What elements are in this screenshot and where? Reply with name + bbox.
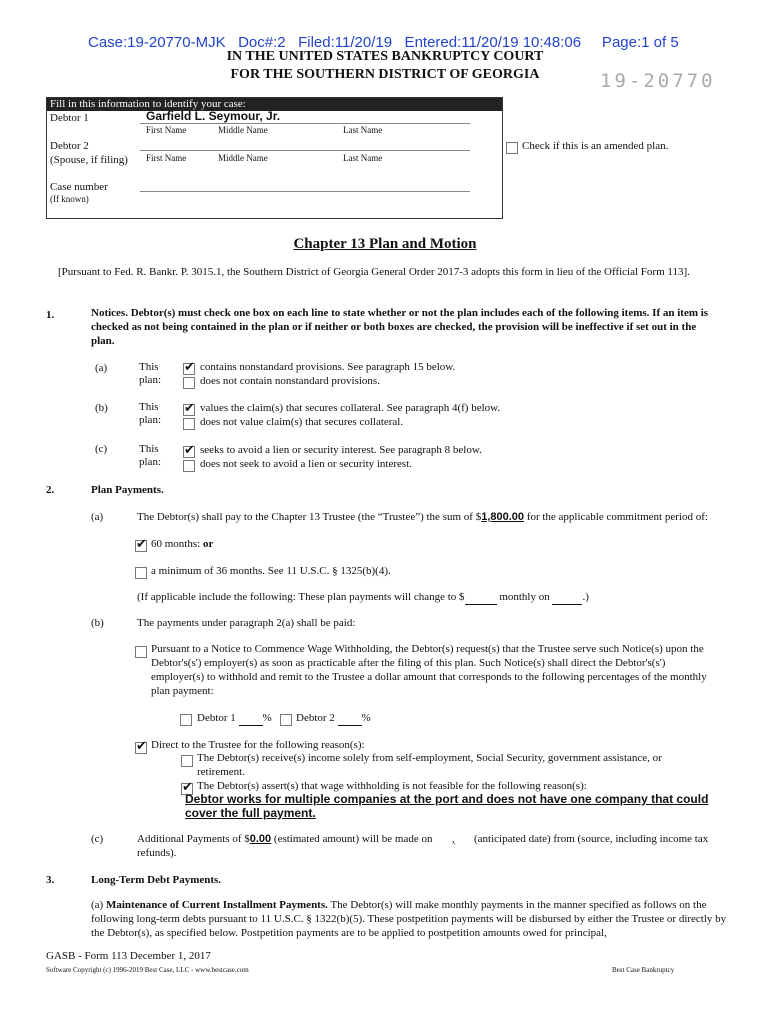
debtor1-label: Debtor 1 xyxy=(50,112,89,124)
sixty-months-label: 60 months: or xyxy=(151,538,214,550)
case-number-sublabel: (If known) xyxy=(50,194,89,204)
payment-amount[interactable]: 1,800.00 xyxy=(481,511,525,523)
item-b-not-values-checkbox[interactable] xyxy=(183,415,195,433)
item-a-contains-label: contains nonstandard provisions. See paragraph 15 below. xyxy=(200,361,456,373)
item-c-label2: plan: xyxy=(139,456,161,468)
debtor1-name[interactable]: Garfield L. Seymour, Jr. xyxy=(146,109,281,123)
debtor1-last-caption: Last Name xyxy=(343,125,383,135)
debtor2-pct-field[interactable] xyxy=(338,711,362,726)
case-number-watermark: 19-20770 xyxy=(600,70,716,92)
section2b-letter: (b) xyxy=(91,617,104,629)
thirty-six-months-label: a minimum of 36 months. See 11 U.S.C. § 1325(b)(4). xyxy=(151,565,391,577)
debtor2-first-caption: First Name xyxy=(146,153,187,163)
debtor2-underline xyxy=(140,150,470,151)
footer-form-id: GASB - Form 113 December 1, 2017 xyxy=(46,950,211,962)
wage-withholding-text: Pursuant to a Notice to Commence Wage Withholding, the Debtor(s) request(s) that the Trustee serve such Notice(s) upon the Debtor's(s') employer(s) as soon as practicable after the filing of this plan. Such Notice(s) shall direct the Debtor's(s') employer(s) to withhold and remit to the Trustee a dollar amount that corresponds to the following percentages of the monthly plan payment: xyxy=(151,643,707,697)
withholding-not-feasible-label: The Debtor(s) assert(s) that wage withholding is not feasible for the following reason(s): xyxy=(197,780,587,792)
footer-brand: Best Case Bankruptcy xyxy=(612,966,675,974)
footer-copyright: Software Copyright (c) 1996-2019 Best Case, LLC - www.bestcase.com xyxy=(46,966,249,974)
additional-payment-amount[interactable]: 0.00 xyxy=(249,833,272,845)
change-amount-field[interactable] xyxy=(465,590,497,605)
identification-header: Fill in this information to identify your case: xyxy=(47,98,502,111)
debtor1-middle-caption: Middle Name xyxy=(218,125,268,135)
item-c-label1: This xyxy=(139,443,159,455)
document-title: Chapter 13 Plan and Motion xyxy=(293,236,477,252)
withholding-reason-text[interactable]: Debtor works for multiple companies at the port and does not have one company that could cover the full payment. xyxy=(185,792,709,820)
debtor1-first-caption: First Name xyxy=(146,125,187,135)
section2a-letter: (a) xyxy=(91,511,104,523)
item-c-letter: (c) xyxy=(95,443,108,455)
change-date-field[interactable] xyxy=(552,590,582,605)
direct-to-trustee-label: Direct to the Trustee for the following reason(s): xyxy=(151,739,365,751)
debtor1-pct-label: Debtor 1 % xyxy=(197,712,272,724)
additional-payment-date[interactable]: , xyxy=(451,833,455,845)
section2-heading: Plan Payments. xyxy=(91,484,164,496)
debtor2-pct-label: Debtor 2 % xyxy=(296,712,371,724)
section2a-text: The Debtor(s) shall pay to the Chapter 13 Trustee (the “Trustee”) the sum of $1,800.00 for the applicable commitment period of: xyxy=(137,511,708,523)
debtor1-underline xyxy=(140,123,470,124)
court-name-line1: IN THE UNITED STATES BANKRUPTCY COURT xyxy=(226,49,544,64)
debtor1-pct-field[interactable] xyxy=(239,711,263,726)
debtor2-sublabel: (Spouse, if filing) xyxy=(50,154,128,166)
section3-number: 3. xyxy=(46,874,55,886)
item-a-label1: This xyxy=(139,361,159,373)
section2c-text: Additional Payments of $0.00 (estimated amount) will be made on , (anticipated date) from (source, including income tax refunds). xyxy=(137,833,709,859)
section3-heading: Long-Term Debt Payments. xyxy=(91,874,222,886)
item-b-label2: plan: xyxy=(139,414,161,426)
debtor2-pct-checkbox[interactable] xyxy=(280,711,292,729)
sixty-months-checkbox[interactable] xyxy=(135,537,147,555)
item-c-not-seeks-label: does not seek to avoid a lien or security interest. xyxy=(200,458,412,470)
payment-change-note: (If applicable include the following: These plan payments will change to $ monthly on .) xyxy=(137,591,589,603)
section2-number: 2. xyxy=(46,484,55,496)
item-b-letter: (b) xyxy=(95,402,108,414)
item-b-values-label: values the claim(s) that secures collateral. See paragraph 4(f) below. xyxy=(200,402,501,414)
court-name-line2: FOR THE SOUTHERN DISTRICT OF GEORGIA xyxy=(230,67,540,82)
filing-stamp: Case:19-20770-MJK Doc#:2 Filed:11/20/19 Entered:11/20/19 10:48:06 Page:1 of 5 xyxy=(88,34,679,51)
item-c-seeks-label: seeks to avoid a lien or security interest. See paragraph 8 below. xyxy=(200,444,482,456)
debtor1-pct-checkbox[interactable] xyxy=(180,711,192,729)
debtor2-last-caption: Last Name xyxy=(343,153,383,163)
case-number-field[interactable] xyxy=(140,191,470,192)
wage-withholding-checkbox[interactable] xyxy=(135,643,147,661)
item-a-not-contains-checkbox[interactable] xyxy=(183,374,195,392)
pursuant-note: [Pursuant to Fed. R. Bankr. P. 3015.1, the Southern District of Georgia General Order 2017-3 adopts this form in lieu of the Official Form 113]. xyxy=(58,266,690,278)
section2c-letter: (c) xyxy=(91,833,104,845)
item-a-letter: (a) xyxy=(95,362,108,374)
section1-text: Notices. Debtor(s) must check one box on each line to state whether or not the plan includes each of the following items. If an item is checked as not being contained in the plan or if neither or both boxes are checked, the provision will be ineffective if set out in the plan. xyxy=(91,307,709,347)
item-c-not-seeks-checkbox[interactable] xyxy=(183,457,195,475)
section1-number: 1. xyxy=(46,309,55,321)
debtor2-middle-caption: Middle Name xyxy=(218,153,268,163)
section2b-text: The payments under paragraph 2(a) shall be paid: xyxy=(137,617,356,629)
amended-plan-checkbox[interactable] xyxy=(506,139,518,157)
section3a-text: (a) Maintenance of Current Installment Payments. The Debtor(s) will make monthly payments in the manner specified as follows on the following long-term debts pursuant to 11 U.S.C. § 1322(b)(5). These postpetition payments will be disbursed by either the Trustee or directly by the Debtor(s), as specified below. Postpetition payments are to be applied to postpetition amounts owed for principal, xyxy=(91,899,727,939)
self-employment-label: The Debtor(s) receive(s) income solely from self-employment, Social Security, government assistance, or retirement. xyxy=(197,752,662,778)
self-employment-checkbox[interactable] xyxy=(181,752,193,770)
item-b-label1: This xyxy=(139,401,159,413)
thirty-six-months-checkbox[interactable] xyxy=(135,564,147,582)
amended-plan-label: Check if this is an amended plan. xyxy=(522,140,669,152)
case-number-label: Case number xyxy=(50,181,108,193)
debtor2-label: Debtor 2 xyxy=(50,140,89,152)
direct-to-trustee-checkbox[interactable] xyxy=(135,739,147,757)
item-b-not-values-label: does not value claim(s) that secures collateral. xyxy=(200,416,404,428)
item-a-not-contains-label: does not contain nonstandard provisions. xyxy=(200,375,380,387)
item-a-label2: plan: xyxy=(139,374,161,386)
